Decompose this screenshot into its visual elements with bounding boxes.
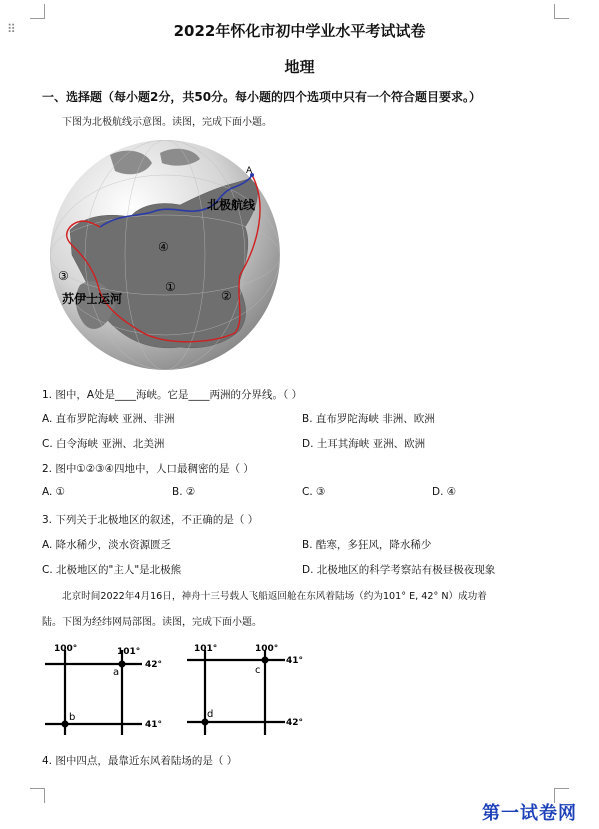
- map-label-canal: 苏伊士运河: [62, 292, 123, 306]
- map-marker-1: ①: [165, 280, 176, 294]
- g2-lat-top: 41°: [286, 656, 304, 666]
- map-label-a: A: [246, 166, 253, 176]
- g1-lon-right: 101°: [117, 647, 141, 657]
- intro-text-1: 下图为北极航线示意图。读图，完成下面小题。: [62, 117, 272, 128]
- question-2-option-a[interactable]: A. ①: [42, 486, 66, 498]
- question-2-stem: 2. 图中①②③④四地中，人口最稠密的是（ ）: [42, 463, 254, 475]
- question-1-option-b[interactable]: B. 直布罗陀海峡 非洲、欧洲: [302, 413, 435, 425]
- question-3-stem: 3. 下列关于北极地区的叙述，不正确的是（ ）: [42, 514, 259, 526]
- question-1-option-a[interactable]: A. 直布罗陀海峡 亚洲、非洲: [42, 413, 175, 425]
- watermark-brand: 第一试卷网: [482, 803, 577, 824]
- question-2-option-c[interactable]: C. ③: [302, 486, 326, 498]
- map-marker-3: ③: [58, 269, 69, 283]
- crop-mark-bottom-left: [30, 788, 45, 803]
- question-2-option-b[interactable]: B. ②: [172, 486, 196, 498]
- intro-text-2-line-1: 北京时间2022年4月16日，神舟十三号载人飞船返回舱在东风着陆场（约为101° E, 42° N）成功着: [62, 591, 487, 602]
- point-c-dot: [262, 657, 269, 664]
- g2-lon-right: 100°: [255, 644, 279, 654]
- point-b-dot: [62, 721, 69, 728]
- g2-lat-bottom: 42°: [286, 718, 304, 728]
- question-1-option-c[interactable]: C. 白令海峡 亚洲、北美洲: [42, 438, 165, 450]
- g1-lat-bottom: 41°: [145, 720, 163, 730]
- question-3-option-a[interactable]: A. 降水稀少，淡水资源匮乏: [42, 539, 172, 551]
- intro-text-2-line-2: 陆。下图为经纬网局部图。读图，完成下面小题。: [42, 617, 262, 628]
- question-2-option-d[interactable]: D. ④: [432, 486, 457, 498]
- g2-point-c-label: c: [255, 665, 261, 676]
- map-marker-2: ②: [221, 289, 232, 303]
- g2-point-d-label: d: [207, 709, 214, 720]
- graticule-diagram-1: [40, 640, 180, 740]
- page-title: 2022年怀化市初中学业水平考试试卷: [173, 22, 426, 40]
- question-1-stem: 1. 图中，A处是____海峡。它是____两洲的分界线。（ ）: [42, 389, 303, 401]
- drag-handle-icon[interactable]: ⠿: [7, 22, 17, 36]
- g1-lon-left: 100°: [54, 644, 78, 654]
- graticule-diagram-2: [185, 640, 325, 740]
- point-a-dot: [119, 661, 126, 668]
- g1-point-a-label: a: [113, 667, 120, 678]
- g1-lat-top: 42°: [145, 660, 163, 670]
- map-label-route: 北极航线: [207, 198, 256, 212]
- question-1-option-d[interactable]: D. 土耳其海峡 亚洲、欧洲: [302, 438, 426, 450]
- crop-mark-top-left: [30, 4, 45, 19]
- subject-title: 地理: [284, 58, 315, 76]
- section-heading: 一、选择题（每小题2分，共50分。每小题的四个选项中只有一个符合题目要求。）: [42, 90, 482, 104]
- arctic-route-map: [40, 135, 290, 375]
- map-marker-4: ④: [158, 240, 169, 254]
- g2-lon-left: 101°: [194, 644, 218, 654]
- question-3-option-c[interactable]: C. 北极地区的"主人"是北极熊: [42, 564, 182, 576]
- question-4-stem: 4. 图中四点，最靠近东风着陆场的是（ ）: [42, 755, 238, 767]
- crop-mark-top-right: [554, 4, 569, 19]
- question-3-option-b[interactable]: B. 酷寒，多狂风，降水稀少: [302, 539, 432, 551]
- question-3-option-d[interactable]: D. 北极地区的科学考察站有极昼极夜现象: [302, 564, 496, 576]
- g1-point-b-label: b: [69, 712, 76, 723]
